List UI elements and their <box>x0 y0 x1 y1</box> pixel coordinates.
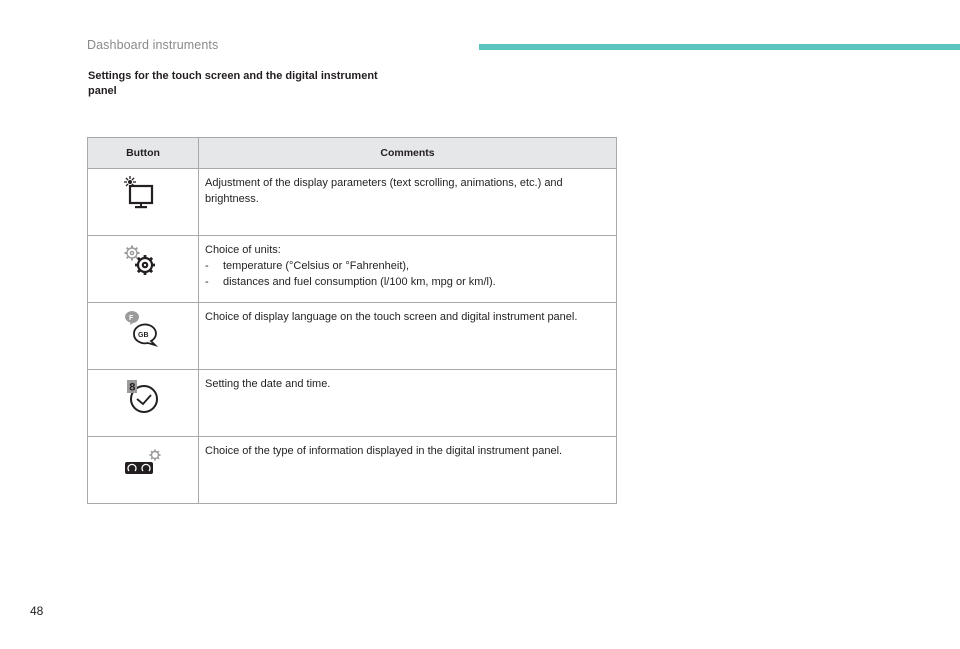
button-cell <box>88 169 199 236</box>
comment-cell <box>199 236 617 303</box>
comment-cell <box>199 169 617 236</box>
table-row <box>88 236 617 303</box>
button-cell <box>88 303 199 370</box>
table-row <box>88 303 617 370</box>
section-title: Dashboard instruments <box>87 38 219 52</box>
date-time-clock-icon <box>122 375 164 417</box>
table-row <box>88 169 617 236</box>
table-header-row <box>88 138 617 169</box>
units-list <box>205 258 610 290</box>
section-accent-bar <box>479 44 960 50</box>
list-item: - temperature (°Celsius or °Fahrenheit), <box>205 258 610 274</box>
instrument-panel-settings-icon <box>122 442 164 484</box>
settings-table <box>87 137 617 504</box>
table-row <box>88 370 617 437</box>
button-cell <box>88 370 199 437</box>
comment-text: Setting the date and time. <box>205 378 331 390</box>
display-brightness-icon <box>122 174 164 216</box>
page-heading: Settings for the touch screen and the digital instrument panel <box>88 70 378 97</box>
button-cell <box>88 437 199 504</box>
comment-text: Choice of the type of information displayed in the digital instrument panel. <box>205 445 563 457</box>
comment-cell <box>199 303 617 370</box>
button-cell <box>88 236 199 303</box>
table-row <box>88 437 617 504</box>
language-bubble-icon <box>122 308 164 350</box>
page-number: 48 <box>30 604 44 618</box>
list-item: - distances and fuel consumption (l/100 km, mpg or km/l). <box>205 274 610 290</box>
comment-text: Choice of units: <box>205 244 281 256</box>
comment-cell <box>199 370 617 437</box>
date-digit: 8 <box>129 381 136 394</box>
units-gears-icon <box>122 241 164 283</box>
column-header-button: Button <box>88 138 199 169</box>
language-code-gb: GB <box>138 332 149 339</box>
comment-cell <box>199 437 617 504</box>
comment-text: Adjustment of the display parameters (text scrolling, animations, etc.) and brightness. <box>205 177 563 205</box>
column-header-comments: Comments <box>199 138 617 169</box>
language-code-f: F <box>129 315 134 322</box>
comment-text: Choice of display language on the touch screen and digital instrument panel. <box>205 311 578 323</box>
